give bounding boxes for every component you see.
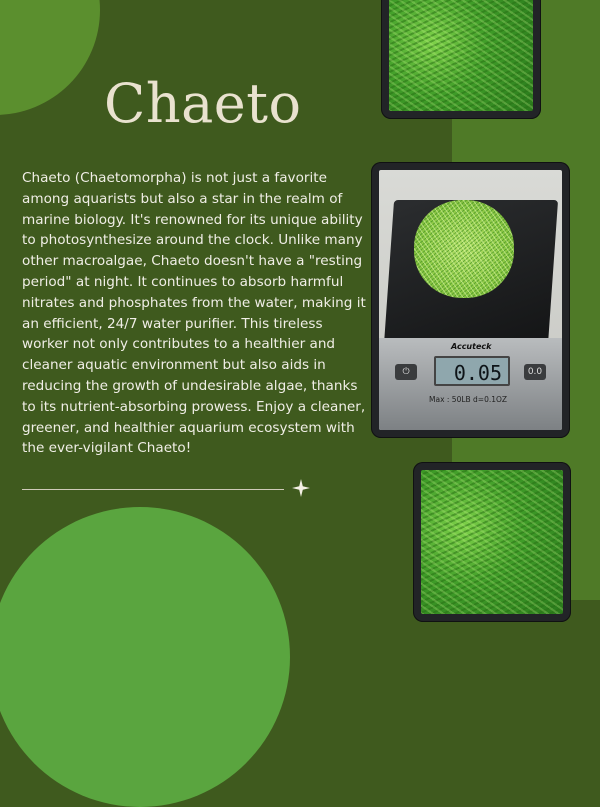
tablet-photo-top <box>381 0 541 119</box>
decorative-circle-top <box>0 0 100 115</box>
decorative-circle-bottom <box>0 507 290 807</box>
tablet-photo-scale <box>371 162 570 438</box>
page-title: Chaeto <box>104 72 302 135</box>
tare-button-label: 0.0 <box>524 364 546 380</box>
scale-brand: Accuteck <box>451 342 492 351</box>
chaeto-bulk-photo <box>421 470 563 614</box>
divider-line <box>22 489 284 490</box>
scale-display: 0.05 <box>434 356 510 386</box>
chaeto-ball <box>414 200 514 298</box>
sparkle-icon <box>292 479 310 497</box>
tablet-photo-bottom <box>413 462 571 622</box>
chaeto-closeup-photo <box>389 0 533 111</box>
power-icon: ⏻ <box>395 364 417 380</box>
scale-capacity: Max : 50LB d=0.1OZ <box>429 395 508 404</box>
scale-photo <box>379 170 562 430</box>
description-text: Chaeto (Chaetomorpha) is not just a favorite among aquarists but also a star in the realm of marine biology. It's renowned for its unique ability to photosynthesize around the clock. Unlike many other macroalgae, Chaeto doesn't have a "resting period" at night. It continues to absorb harmful nitrates and phosphates from the water, making it an efficient, 24/7 water purifier. This tireless worker not only contributes to a healthier and cleaner aquatic environment but also aids in reducing the growth of undesirable algae, thanks to its nutrient-absorbing prowess. Enjoy a cleaner, greener, and healthier aquarium ecosystem with the ever-vigilant Chaeto! <box>22 170 366 457</box>
